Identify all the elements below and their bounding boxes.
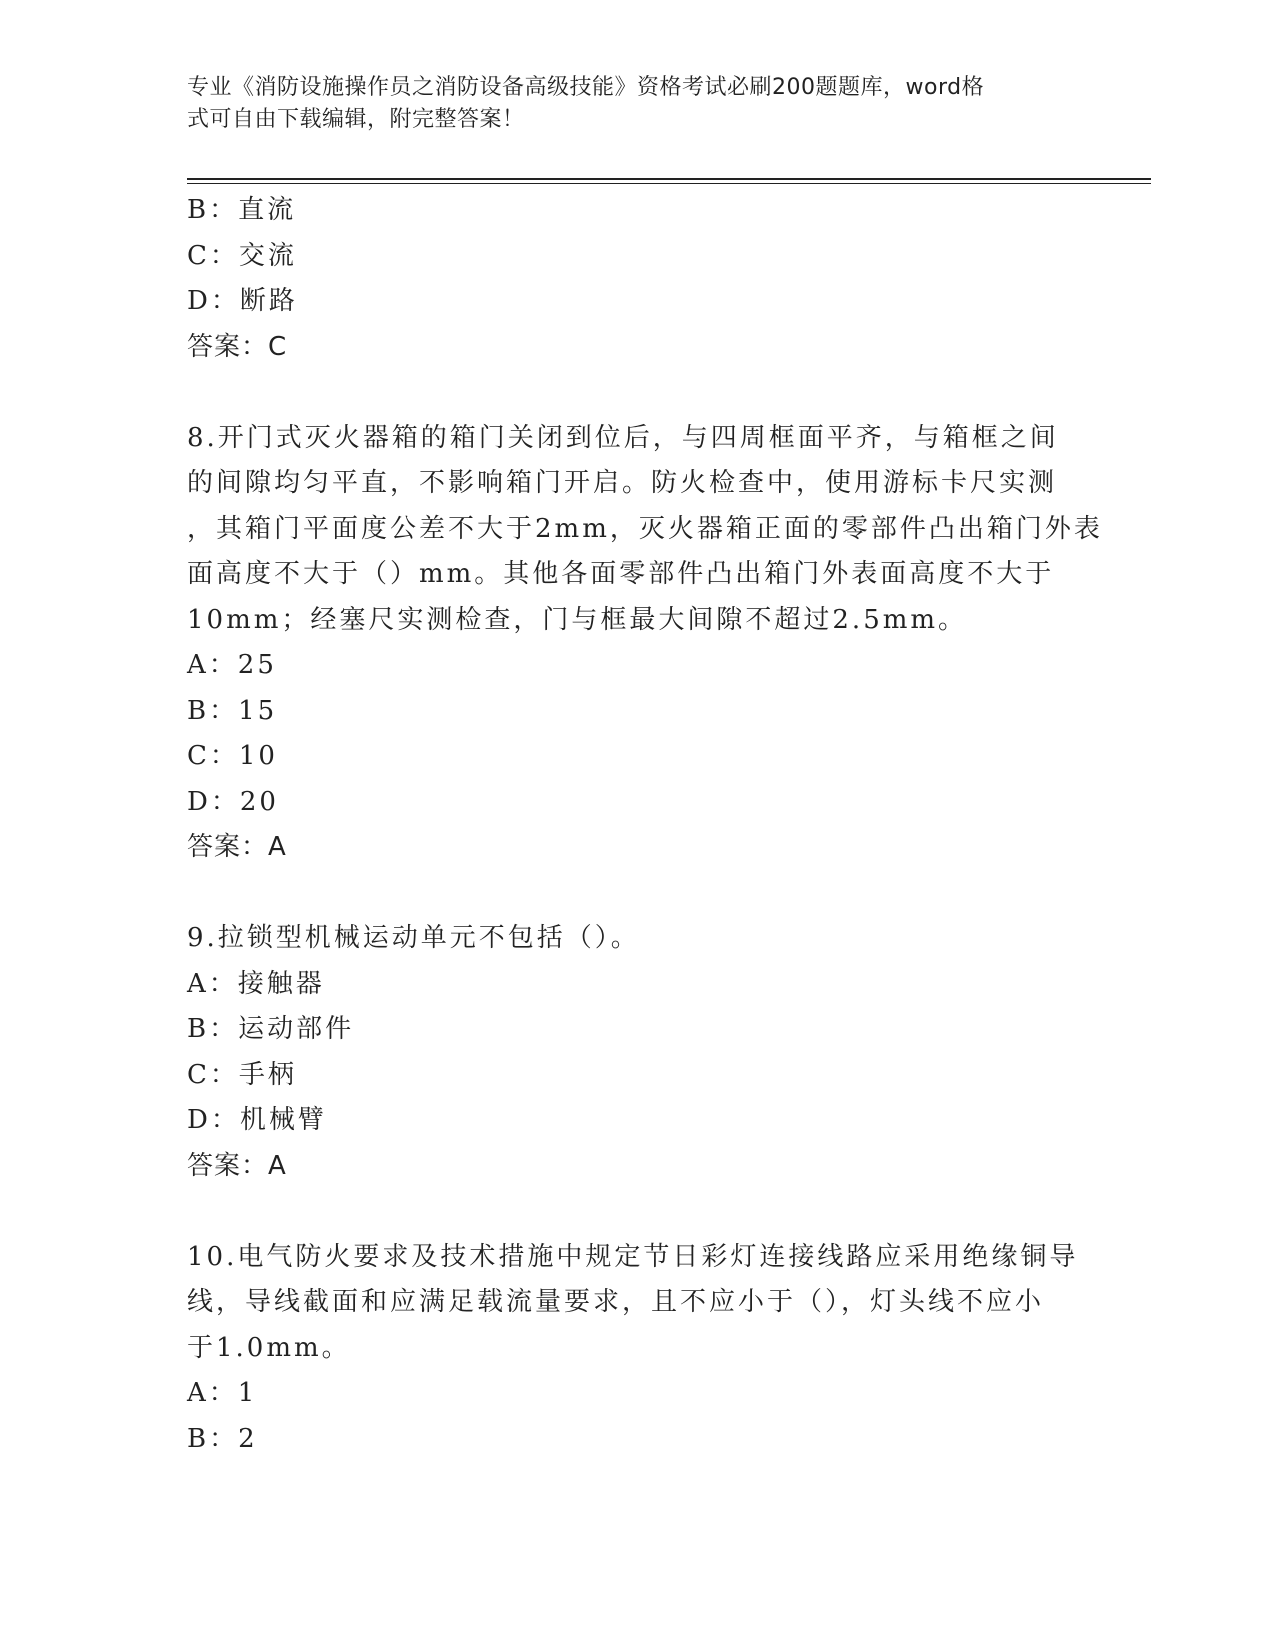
spacer <box>187 370 1087 416</box>
header-divider-thick <box>187 178 1151 180</box>
option-d: D：机械臂 <box>187 1105 327 1135</box>
question-9 <box>187 916 1087 1189</box>
option-c: C：10 <box>187 741 278 771</box>
option-a: A：1 <box>187 1378 258 1408</box>
option-c: C：手柄 <box>187 1059 297 1090</box>
option-b: B：15 <box>187 695 278 726</box>
answer-line: 答案：A <box>187 1150 287 1181</box>
question-stem-line: ，其箱门平面度公差不大于2mm，灭火器箱正面的零部件凸出箱门外表 <box>187 513 1103 544</box>
question-stem-line: 9.拉锁型机械运动单元不包括（）。 <box>187 923 640 953</box>
question-7 <box>187 188 1087 370</box>
question-8 <box>187 416 1103 871</box>
spacer <box>187 871 1087 917</box>
question-stem-line: 面高度不大于（）mm。其他各面零部件凸出箱门外表面高度不大于 <box>187 559 1055 589</box>
document-header <box>187 72 1087 136</box>
question-stem-line: 8.开门式灭火器箱的箱门关闭到位后，与四周框面平齐，与箱框之间 <box>187 422 1059 453</box>
answer-line: 答案：A <box>187 832 287 862</box>
question-stem-line: 于1.0mm。 <box>187 1332 351 1363</box>
question-10 <box>187 1235 1087 1463</box>
header-line-2: 式可自由下载编辑，附完整答案！ <box>187 107 525 132</box>
spacer <box>187 1189 1087 1235</box>
option-c: C：交流 <box>187 240 297 271</box>
header-line-1: 专业《消防设施操作员之消防设备高级技能》资格考试必刷200题题库，word格 <box>187 75 985 100</box>
question-stem-line: 线，导线截面和应满足载流量要求，且不应小于（），灯头线不应小 <box>187 1287 1045 1317</box>
option-a: A：接触器 <box>187 968 325 999</box>
option-b: B：直流 <box>187 195 297 225</box>
question-content <box>187 188 1103 1462</box>
option-d: D：20 <box>187 786 279 817</box>
header-divider-thin <box>187 183 1151 184</box>
question-stem-line: 10mm；经塞尺实测检查，门与框最大间隙不超过2.5mm。 <box>187 604 968 635</box>
option-b: B：2 <box>187 1423 258 1454</box>
question-stem-line: 10.电气防火要求及技术措施中规定节日彩灯连接线路应采用绝缘铜导 <box>187 1241 1079 1272</box>
option-a: A：25 <box>187 650 277 680</box>
option-d: D：断路 <box>187 286 298 316</box>
question-stem-line: 的间隙均匀平直，不影响箱门开启。防火检查中，使用游标卡尺实测 <box>187 468 1058 498</box>
answer-line: 答案：C <box>187 331 288 362</box>
option-b: B：运动部件 <box>187 1014 355 1044</box>
